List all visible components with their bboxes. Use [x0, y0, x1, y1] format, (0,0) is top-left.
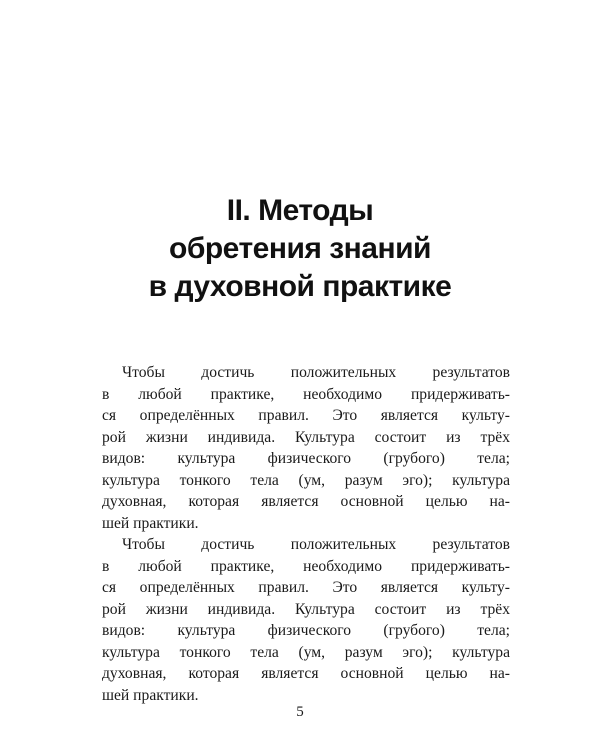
text-line: духовная, которая является основной целью на-: [102, 493, 510, 510]
text-line: Чтобы достичь положительных результатов: [122, 536, 510, 553]
text-line: рой жизни индивида. Культура состоит из трёх: [102, 600, 510, 618]
text-line: в любой практике, необходимо придерживать-: [102, 385, 510, 403]
text-line: шей практики.: [102, 686, 199, 704]
page-number: 5: [296, 704, 304, 720]
paragraph: [102, 362, 510, 534]
chapter-title: [0, 192, 600, 306]
text-line: культура тонкого тела (ум, разум эго); культура: [102, 471, 510, 489]
paragraph: [102, 534, 510, 706]
text-line: шей практики.: [102, 514, 199, 532]
text-line: видов: культура физического (грубого) тела;: [102, 622, 510, 639]
text-line: культура тонкого тела (ум, разум эго); культура: [102, 643, 510, 661]
text-line: в любой практике, необходимо придерживать-: [102, 557, 510, 575]
text-line: духовная, которая является основной целью на-: [102, 665, 510, 682]
chapter-title-line: обретения знаний: [169, 232, 431, 265]
text-line: ся определённых правил. Это является культу-: [102, 407, 510, 424]
text-line: рой жизни индивида. Культура состоит из трёх: [102, 428, 510, 446]
text-line: видов: культура физического (грубого) тела;: [102, 450, 510, 467]
text-line: Чтобы достичь положительных результатов: [122, 364, 510, 381]
body-text: [102, 362, 510, 706]
text-line: ся определённых правил. Это является культу-: [102, 579, 510, 596]
chapter-title-line: в духовной практике: [148, 270, 452, 303]
chapter-title-line: II. Методы: [226, 194, 374, 227]
